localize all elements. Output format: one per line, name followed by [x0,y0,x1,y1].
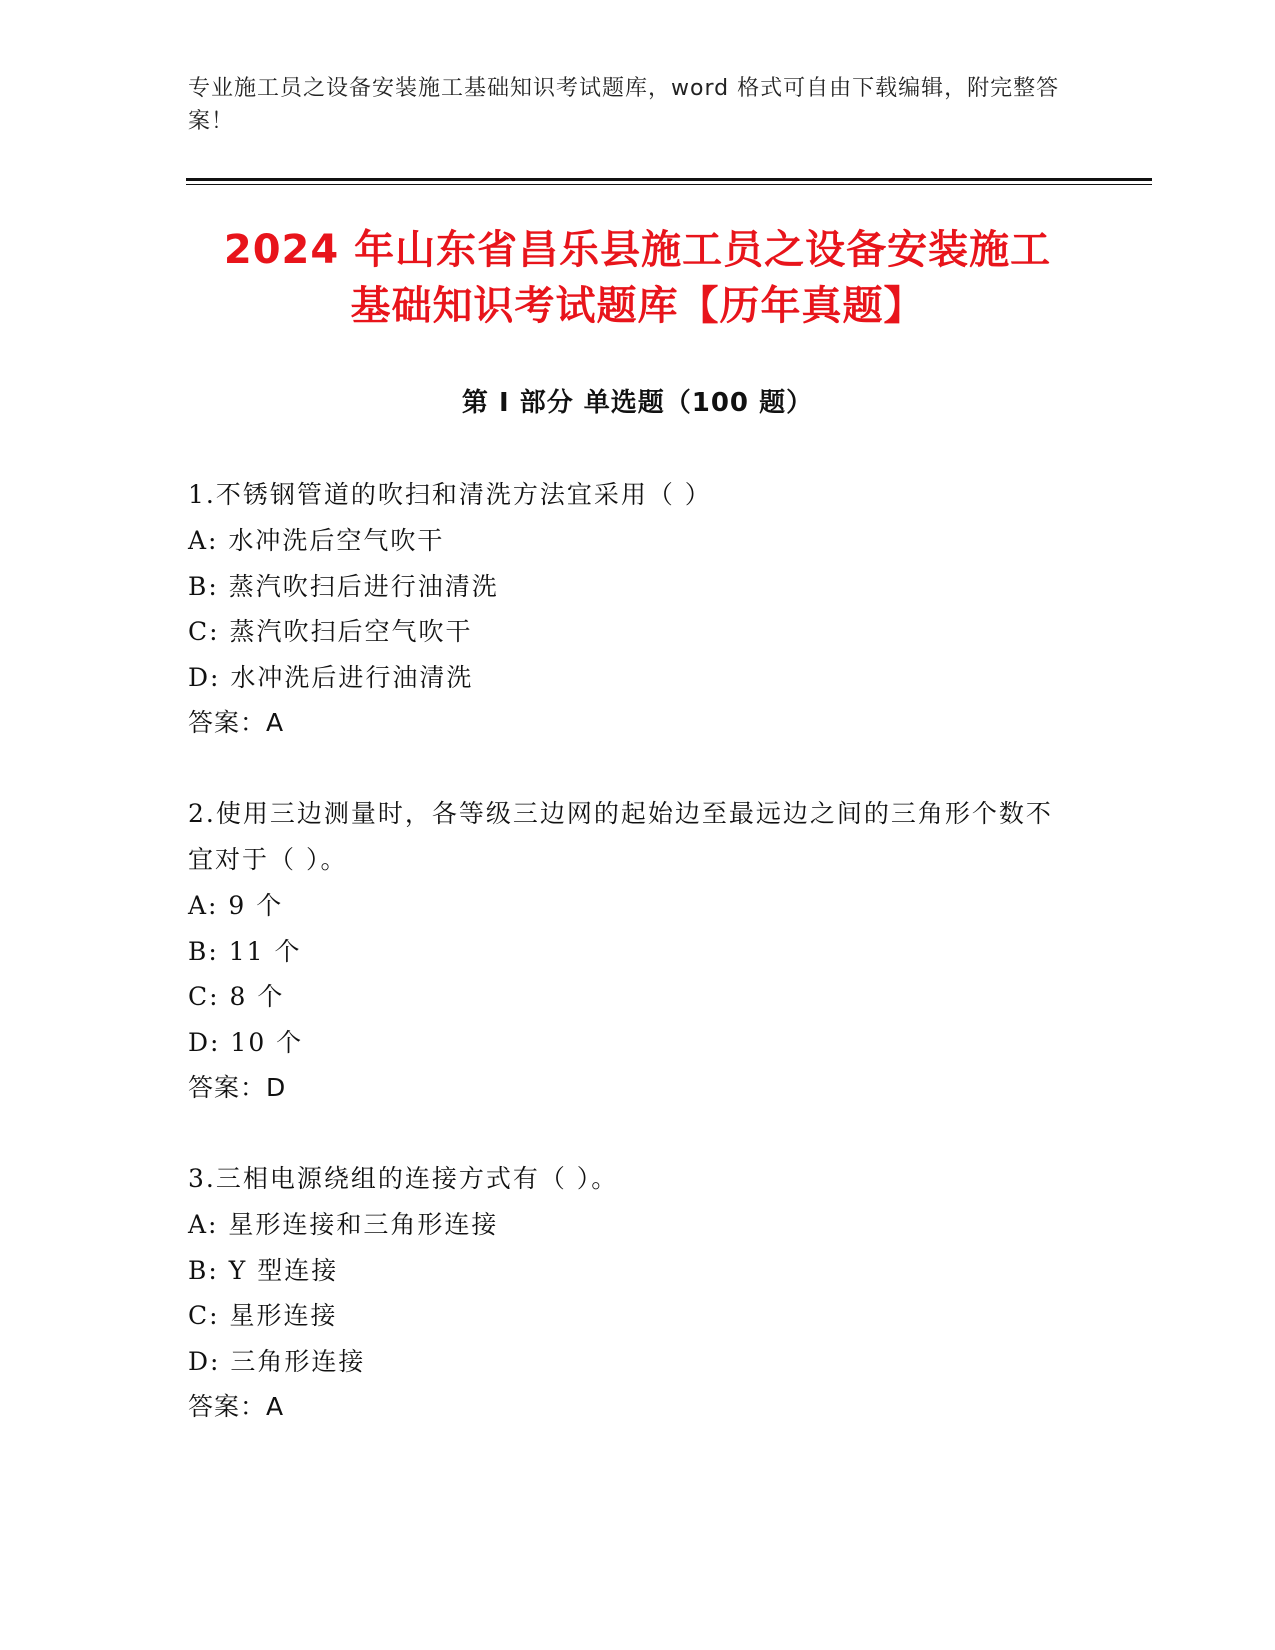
option-c: C: 8 个 [188,982,285,1011]
option-b: B: Y 型连接 [188,1255,339,1285]
option-a: A: 水冲洗后空气吹干 [188,526,445,555]
document-title-line-1: 2024 年山东省昌乐县施工员之设备安装施工 [223,227,1052,273]
option-d: D: 10 个 [188,1027,304,1057]
question-stem: 1.不锈钢管道的吹扫和清洗方法宜采用（ ） [188,480,712,509]
header-rule-thin [186,184,1152,185]
section-heading: 第 I 部分 单选题（100 题） [461,388,814,418]
question-3 [188,1156,1068,1430]
option-b: B: 蒸汽吹扫后进行油清洗 [188,571,499,601]
question-2 [188,791,1068,1111]
option-b: B: 11 个 [188,936,302,966]
answer: 答案：A [188,708,285,737]
question-stem: 2.使用三边测量时，各等级三边网的起始边至最远边之间的三角形个数不宜对于（ ）。 [188,799,1053,874]
question-1 [188,472,1068,746]
option-d: D: 水冲洗后进行油清洗 [188,662,474,692]
question-list [188,472,1068,1475]
option-c: C: 星形连接 [188,1301,338,1330]
question-stem: 3.三相电源绕组的连接方式有（ ）。 [188,1164,619,1193]
option-c: C: 蒸汽吹扫后空气吹干 [188,617,473,646]
document-title-line-2: 基础知识考试题库【历年真题】 [350,283,925,329]
option-a: A: 星形连接和三角形连接 [188,1210,499,1239]
header-rule-thick [186,178,1152,181]
option-a: A: 9 个 [188,891,284,920]
answer: 答案：D [188,1073,287,1102]
option-d: D: 三角形连接 [188,1346,366,1376]
header-note: 专业施工员之设备安装施工基础知识考试题库，word 格式可自由下载编辑，附完整答案！ [188,76,1060,134]
document-title [160,222,1115,334]
answer: 答案：A [188,1392,285,1421]
